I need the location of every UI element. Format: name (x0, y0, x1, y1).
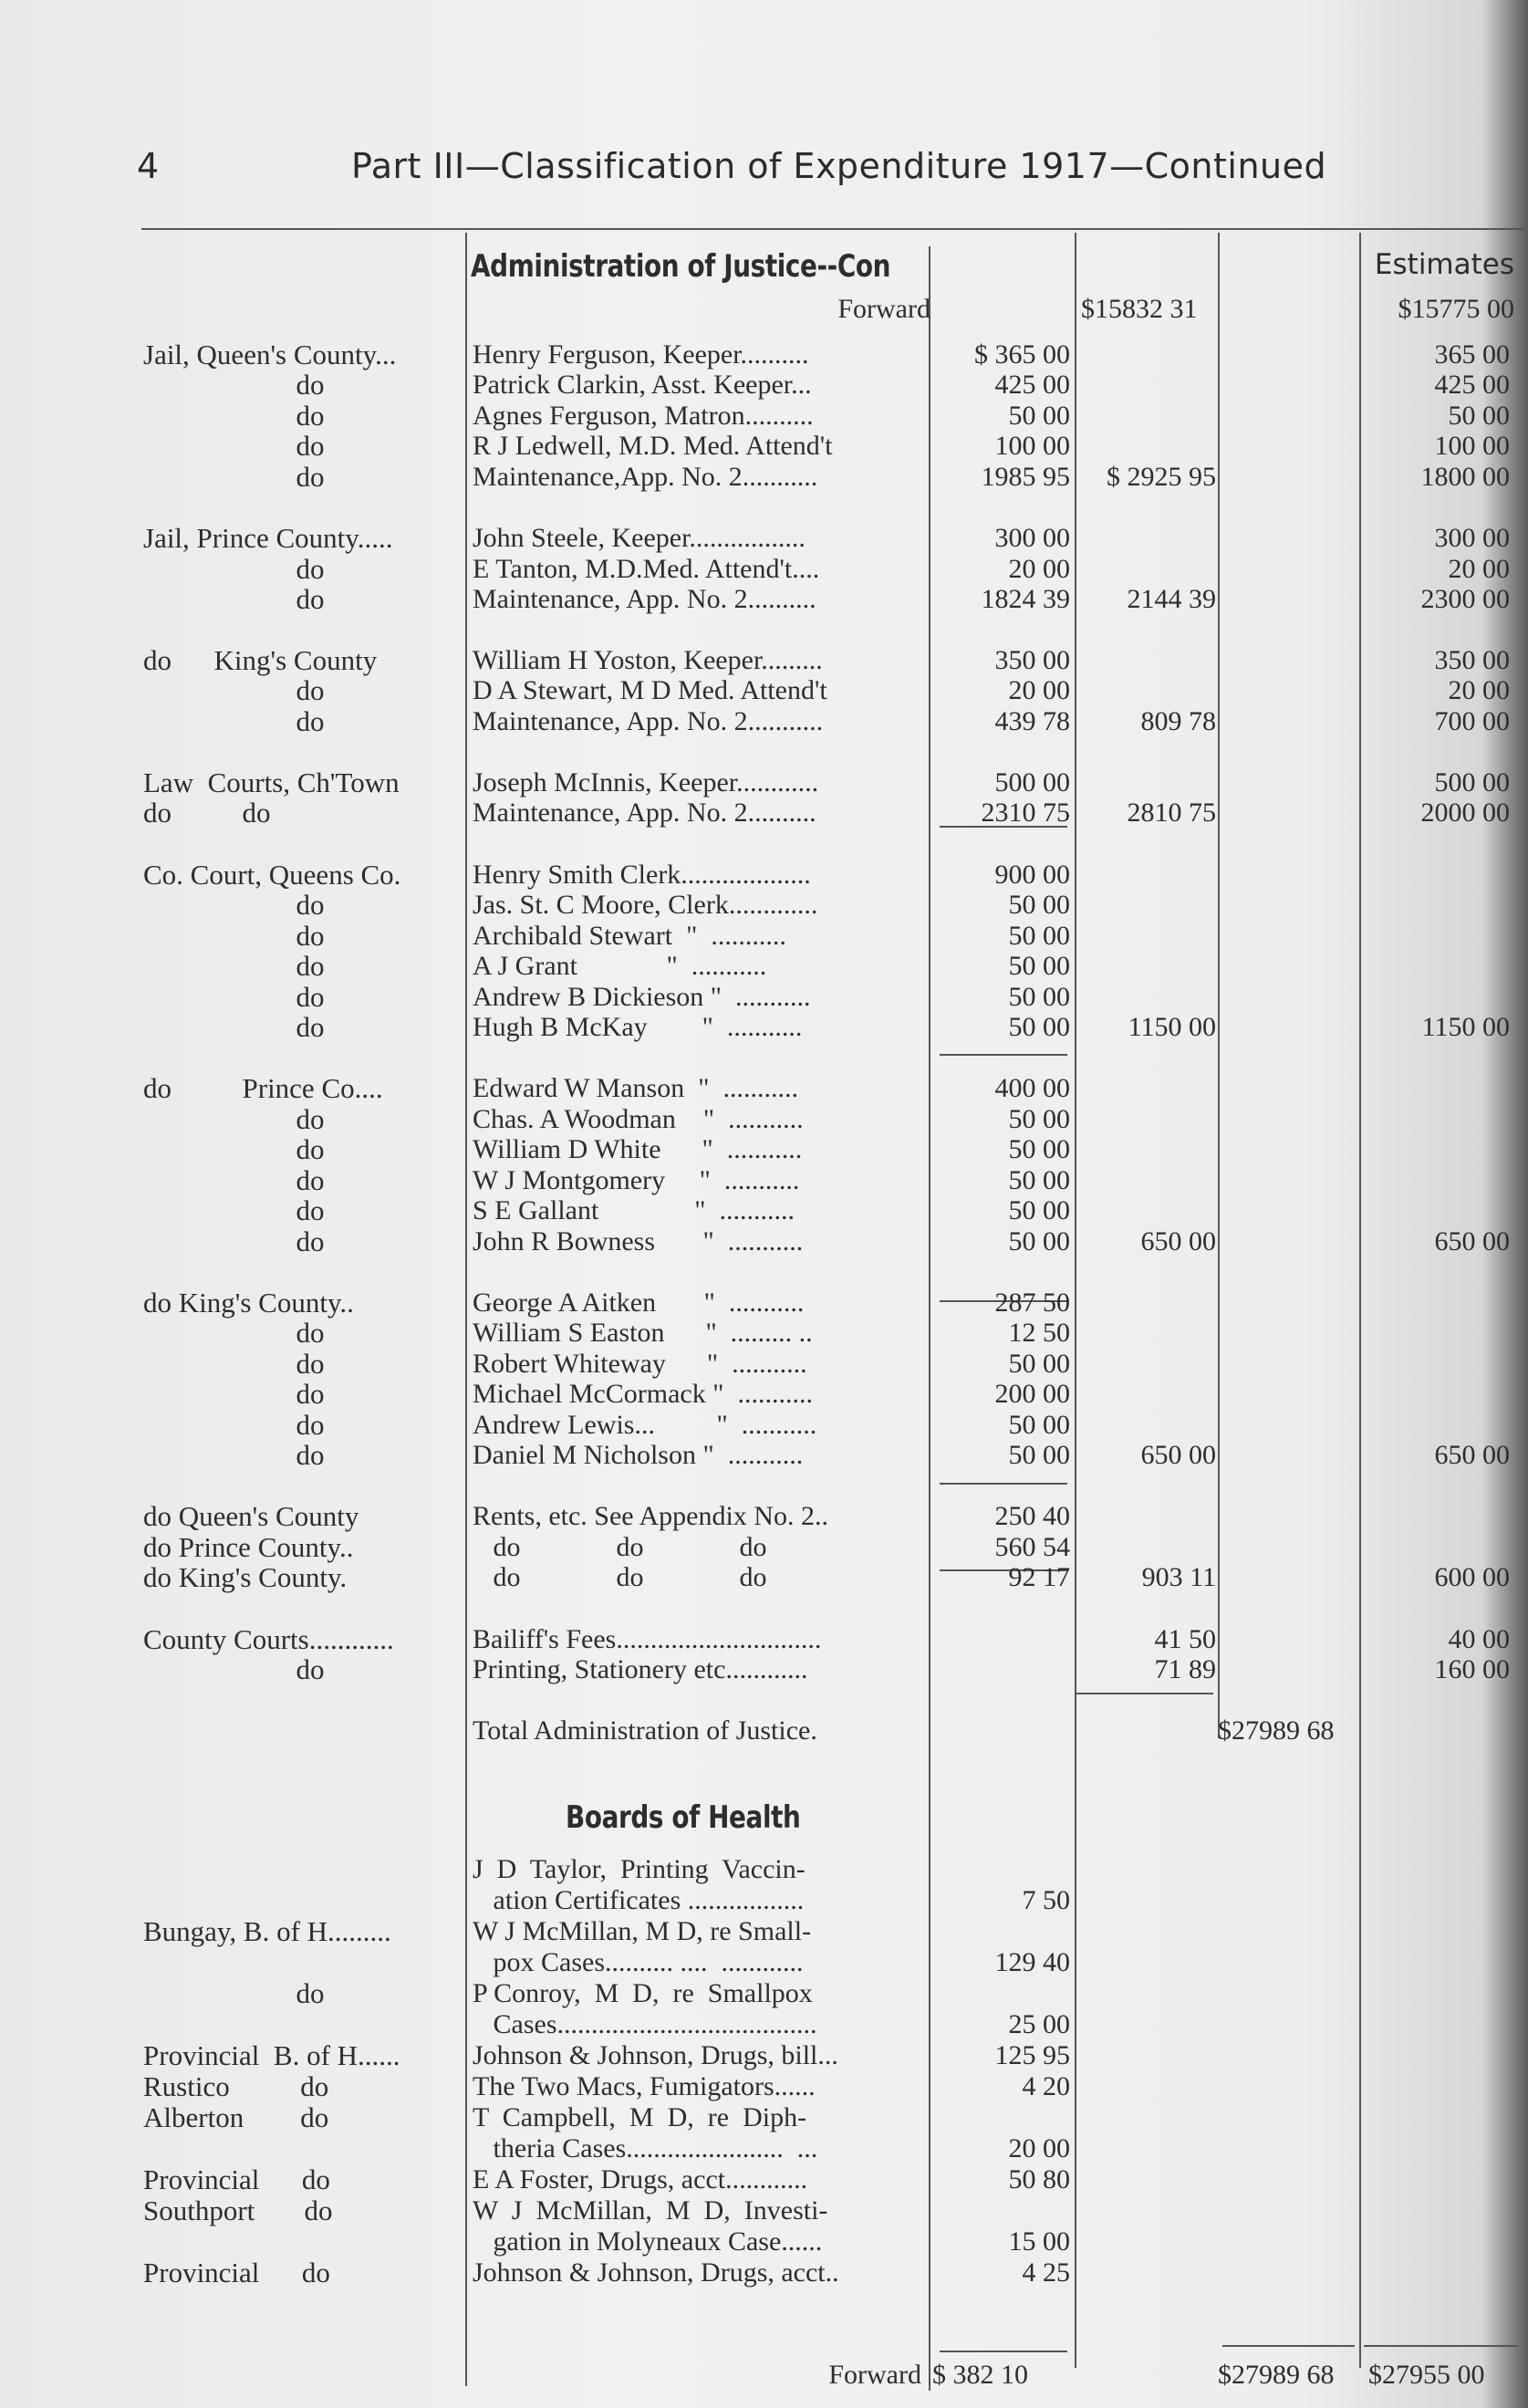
row-description: do do do (473, 1532, 767, 1562)
row-amount: 439 78 (994, 706, 1070, 736)
row-estimate: 300 00 (1434, 523, 1510, 553)
row-estimate: 50 00 (1448, 401, 1510, 431)
row-amount: 15 00 (1008, 2226, 1070, 2257)
row-description: Robert Whiteway " ........... (473, 1349, 807, 1379)
row-description: R J Ledwell, M.D. Med. Attend't (473, 431, 833, 461)
row-amount: 200 00 (994, 1379, 1070, 1409)
row-description: John Steele, Keeper................. (473, 523, 806, 553)
row-amount: 425 00 (994, 370, 1070, 400)
row-location: Southport do (143, 2194, 333, 2226)
row-description: pox Cases.......... .... ............ (473, 1947, 804, 1977)
row-amount: 1824 39 (981, 584, 1070, 614)
row-amount: 400 00 (994, 1073, 1070, 1103)
row-estimate: 2300 00 (1420, 584, 1510, 614)
row-amount: 50 00 (1008, 1410, 1070, 1440)
row-location: do (296, 553, 325, 585)
row-description: William H Yoston, Keeper......... (473, 645, 823, 675)
row-estimate: 650 00 (1434, 1226, 1510, 1256)
row-location: do (296, 1977, 325, 2009)
row-amount: 50 00 (1008, 890, 1070, 920)
row-location: Law Courts, Ch'Town (143, 766, 400, 798)
row-amount: 1985 95 (981, 462, 1070, 492)
row-description: Total Administration of Justice. (473, 1715, 817, 1746)
row-estimate: 20 00 (1448, 675, 1510, 705)
row-location: do (296, 1317, 325, 1349)
row-subtotal: 650 00 (1140, 1226, 1216, 1256)
row-location: do (296, 950, 325, 982)
row-description: Cases...................................... (473, 2009, 817, 2039)
row-description: Daniel M Nicholson " ........... (473, 1440, 804, 1470)
row-subtotal: 650 00 (1140, 1440, 1216, 1470)
row-amount: 50 00 (1008, 1134, 1070, 1164)
row-amount: 25 00 (1008, 2009, 1070, 2039)
row-subtotal: 2144 39 (1127, 584, 1216, 614)
row-amount: 125 95 (994, 2040, 1070, 2070)
row-description: Chas. A Woodman " ........... (473, 1104, 804, 1134)
row-location: do (296, 400, 325, 432)
row-location: do (296, 583, 325, 615)
row-estimate: 160 00 (1434, 1654, 1510, 1684)
row-location: Bungay, B. of H......... (143, 1915, 391, 1947)
row-location: Provincial do (143, 2257, 330, 2288)
row-estimate: 350 00 (1434, 645, 1510, 675)
row-amount: 350 00 (994, 645, 1070, 675)
row-grand-total: $27989 68 (1218, 1715, 1335, 1746)
row-location: do (296, 369, 325, 401)
row-amount: 100 00 (994, 431, 1070, 461)
row-description: E Tanton, M.D.Med. Attend't.... (473, 554, 820, 584)
row-amount: 900 00 (994, 860, 1070, 890)
row-description: gation in Molyneaux Case...... (473, 2226, 823, 2257)
row-description: Hugh B McKay " ........... (473, 1012, 803, 1042)
row-location: do (296, 1348, 325, 1380)
row-amount: 50 80 (1008, 2164, 1070, 2194)
row-amount: 20 00 (1008, 675, 1070, 705)
row-location: County Courts............ (143, 1623, 394, 1655)
row-description: ation Certificates ................. (473, 1885, 805, 1915)
row-amount: 12 50 (1008, 1318, 1070, 1348)
row-location: do (296, 1378, 325, 1410)
row-description: Bailiff's Fees.............................. (473, 1624, 822, 1654)
row-estimate: 600 00 (1434, 1562, 1510, 1592)
section-heading-justice: Administration of Justice--Con (471, 248, 891, 285)
row-location: do (296, 1194, 325, 1226)
row-estimate: 1800 00 (1420, 462, 1510, 492)
row-subtotal: 1150 00 (1128, 1012, 1216, 1042)
column-divider (1075, 233, 1076, 2368)
row-location: do Prince County.. (143, 1531, 354, 1563)
row-location: do King's County. (143, 1561, 348, 1593)
row-location: do (296, 430, 325, 462)
row-amount: 92 17 (1008, 1562, 1070, 1592)
row-location: do Prince Co.... (143, 1072, 383, 1104)
row-estimate: 2000 00 (1420, 797, 1510, 828)
row-description: theria Cases....................... ... (473, 2133, 818, 2163)
row-location: do King's County (143, 644, 378, 676)
row-description: Johnson & Johnson, Drugs, acct.. (473, 2257, 839, 2288)
row-description: W J McMillan, M D, Investi- (473, 2195, 828, 2226)
row-description: John R Bowness " ........... (473, 1226, 804, 1256)
row-location: do (296, 1164, 325, 1196)
row-subtotal: 2810 75 (1127, 797, 1216, 828)
row-amount: 129 40 (994, 1947, 1070, 1977)
row-description: Joseph McInnis, Keeper............ (473, 767, 819, 797)
row-amount: 20 00 (1008, 2133, 1070, 2163)
row-estimate: 650 00 (1434, 1440, 1510, 1470)
row-estimate: 425 00 (1434, 370, 1510, 400)
column-divider (1218, 233, 1220, 1738)
row-description: E A Foster, Drugs, acct............ (473, 2164, 808, 2194)
row-location: Rustico do (143, 2070, 329, 2102)
page-title: Part III—Classification of Expenditure 1917—Continued (351, 146, 1327, 186)
row-description: Rents, etc. See Appendix No. 2.. (473, 1501, 828, 1531)
row-location: do Queen's County (143, 1500, 359, 1532)
row-location: do (296, 1103, 325, 1135)
row-amount: 50 00 (1008, 951, 1070, 981)
row-description: Andrew Lewis... " ........... (473, 1410, 817, 1440)
estimates-label: Estimates (1374, 248, 1514, 281)
row-subtotal: 41 50 (1154, 1624, 1216, 1654)
row-description: Henry Smith Clerk................... (473, 860, 811, 890)
row-description: A J Grant " ........... (473, 951, 767, 981)
row-location: Alberton do (143, 2101, 329, 2133)
row-description: do do do (473, 1562, 767, 1592)
row-amount: $ 365 00 (974, 339, 1070, 370)
section-heading-health: Boards of Health (566, 1799, 801, 1836)
row-description: Edward W Manson " ........... (473, 1073, 798, 1103)
row-estimate: 500 00 (1434, 767, 1510, 797)
row-description: Johnson & Johnson, Drugs, bill... (473, 2040, 838, 2070)
row-amount: 287 50 (994, 1287, 1070, 1318)
footer-forward-label: Forward (828, 2360, 921, 2390)
forward-label: Forward (837, 294, 930, 324)
row-location: Provincial do (143, 2163, 330, 2195)
row-location: Jail, Queen's County... (143, 339, 397, 370)
footer-grand-total: $27989 68 (1218, 2360, 1335, 2390)
row-amount: 20 00 (1008, 554, 1070, 584)
row-amount: 50 00 (1008, 401, 1070, 431)
column-divider (465, 233, 467, 2386)
row-description: Archibald Stewart " ........... (473, 921, 786, 951)
row-location: Co. Court, Queens Co. (143, 859, 401, 891)
row-amount: 50 00 (1008, 1104, 1070, 1134)
row-location: do (296, 1409, 325, 1441)
row-description: Henry Ferguson, Keeper.......... (473, 339, 809, 370)
footer-estimates-total: $27955 00 (1368, 2360, 1485, 2390)
row-description: J D Taylor, Printing Vaccin- (473, 1854, 806, 1884)
subtotal-rule (940, 1054, 1067, 1056)
row-description: Maintenance, App. No. 2.......... (473, 584, 816, 614)
row-amount: 50 00 (1008, 1165, 1070, 1195)
row-description: George A Aitken " ........... (473, 1287, 805, 1318)
row-estimate: 40 00 (1448, 1624, 1510, 1654)
row-description: P Conroy, M D, re Smallpox (473, 1978, 813, 2008)
row-amount: 4 25 (1022, 2257, 1070, 2288)
row-description: Andrew B Dickieson " ........... (473, 982, 811, 1012)
row-estimate: 1150 00 (1421, 1012, 1510, 1042)
row-subtotal: $ 2925 95 (1107, 462, 1216, 492)
subtotal-rule (940, 2351, 1067, 2352)
row-location: do (296, 1225, 325, 1257)
subtotal-rule (1076, 1693, 1213, 1694)
row-subtotal: 903 11 (1141, 1562, 1216, 1592)
row-location: do (296, 1439, 325, 1471)
row-estimate: 20 00 (1448, 554, 1510, 584)
row-description: The Two Macs, Fumigators...... (473, 2071, 816, 2101)
row-subtotal: 71 89 (1154, 1654, 1216, 1684)
row-location: do (296, 461, 325, 493)
page-number: 4 (137, 146, 160, 186)
row-location: do (296, 920, 325, 952)
row-location: do do (143, 797, 271, 829)
row-location: Provincial B. of H...... (143, 2039, 400, 2071)
row-description: Maintenance,App. No. 2........... (473, 462, 818, 492)
row-amount: 50 00 (1008, 1195, 1070, 1225)
row-amount: 560 54 (994, 1532, 1070, 1562)
row-amount: 2310 75 (981, 797, 1070, 828)
row-description: Maintenance, App. No. 2........... (473, 706, 824, 736)
forward-total: $15832 31 (1081, 294, 1198, 324)
row-amount: 7 50 (1022, 1885, 1070, 1915)
estimates-forward: $15775 00 (1398, 294, 1514, 324)
row-amount: 50 00 (1008, 1012, 1070, 1042)
row-location: do King's County.. (143, 1287, 354, 1319)
row-location: do (296, 1011, 325, 1043)
row-description: William D White " ........... (473, 1134, 803, 1164)
row-location: do (296, 1653, 325, 1685)
footer-forward-amount: $ 382 10 (932, 2360, 1028, 2390)
subtotal-rule (940, 1483, 1067, 1485)
row-description: W J McMillan, M D, re Small- (473, 1916, 812, 1946)
row-subtotal: 809 78 (1140, 706, 1216, 736)
header-rule (141, 228, 1523, 230)
row-amount: 50 00 (1008, 1440, 1070, 1470)
row-location: do (296, 674, 325, 706)
total-rule (1222, 2345, 1355, 2347)
row-description: Agnes Ferguson, Matron.......... (473, 401, 814, 431)
row-estimate: 100 00 (1434, 431, 1510, 461)
total-rule (1364, 2345, 1519, 2347)
row-amount: 250 40 (994, 1501, 1070, 1531)
row-description: T Campbell, M D, re Diph- (473, 2102, 807, 2132)
row-description: William S Easton " ......... .. (473, 1318, 813, 1348)
row-amount: 50 00 (1008, 982, 1070, 1012)
row-description: W J Montgomery " ........... (473, 1165, 800, 1195)
row-description: Michael McCormack " ........... (473, 1379, 813, 1409)
row-description: Maintenance, App. No. 2.......... (473, 797, 816, 828)
row-location: do (296, 1133, 325, 1165)
row-description: Printing, Stationery etc............ (473, 1654, 808, 1684)
row-amount: 500 00 (994, 767, 1070, 797)
row-location: do (296, 981, 325, 1013)
row-amount: 50 00 (1008, 1349, 1070, 1379)
row-estimate: 700 00 (1434, 706, 1510, 736)
row-location: Jail, Prince County..... (143, 522, 393, 554)
row-description: S E Gallant " ........... (473, 1195, 795, 1225)
row-amount: 300 00 (994, 523, 1070, 553)
row-description: D A Stewart, M D Med. Attend't (473, 675, 827, 705)
row-amount: 50 00 (1008, 921, 1070, 951)
row-location: do (296, 705, 325, 737)
row-amount: 50 00 (1008, 1226, 1070, 1256)
row-description: Patrick Clarkin, Asst. Keeper... (473, 370, 812, 400)
row-location: do (296, 889, 325, 921)
row-estimate: 365 00 (1434, 339, 1510, 370)
row-amount: 4 20 (1022, 2071, 1070, 2101)
row-description: Jas. St. C Moore, Clerk............. (473, 890, 818, 920)
